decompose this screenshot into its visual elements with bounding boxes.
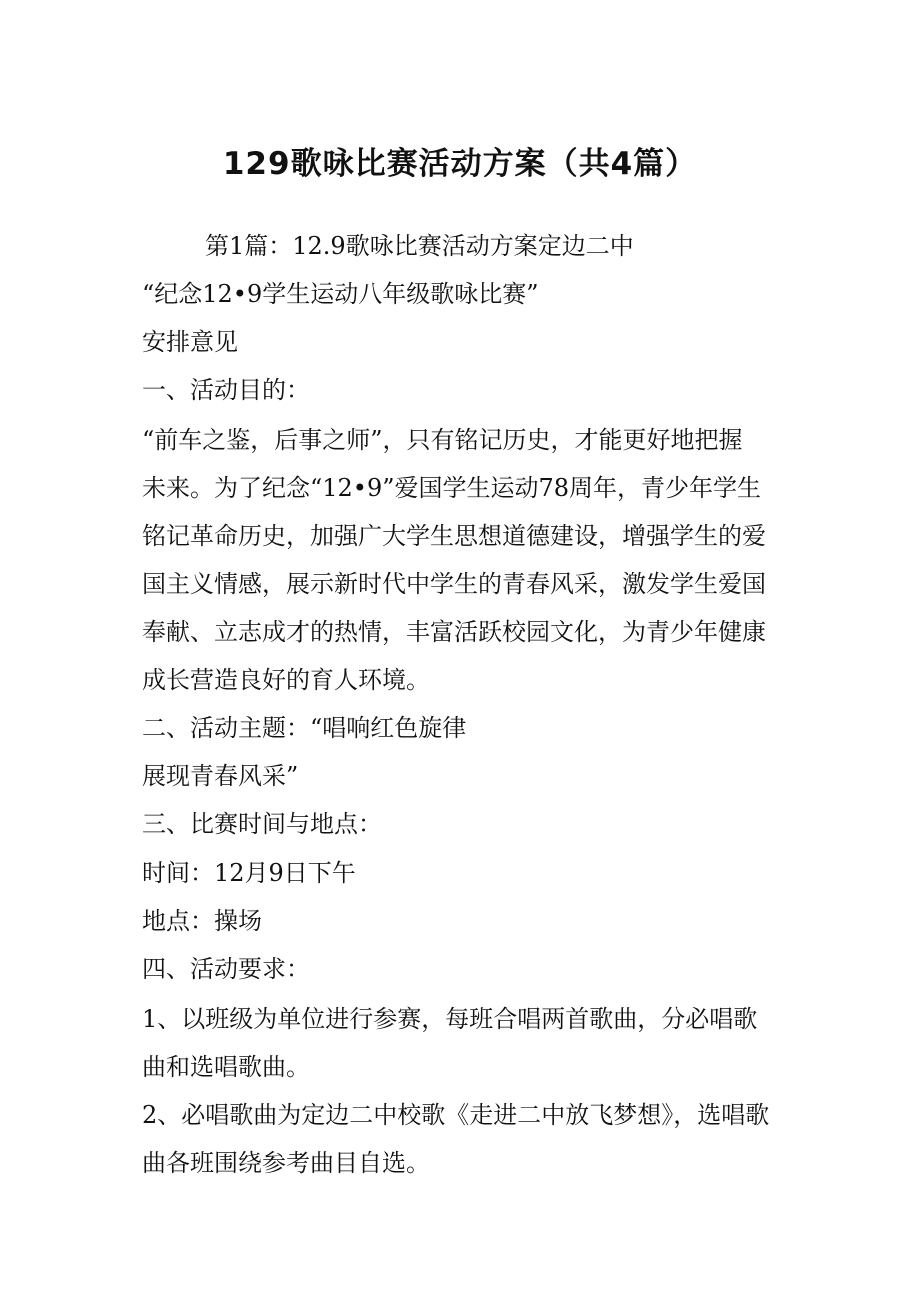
- paragraph-line: 1、以班级为单位进行参赛，每班合唱两首歌曲，分必唱歌: [142, 1005, 758, 1033]
- text-line: “纪念12•9学生运动八年级歌咏比赛”: [142, 280, 539, 308]
- section-heading-1: 第1篇：12.9歌咏比赛活动方案定边二中: [205, 232, 634, 260]
- section-heading: 四、活动要求：: [142, 955, 310, 983]
- document-title: 129歌咏比赛活动方案（共4篇）: [222, 146, 698, 182]
- section-heading: 二、活动主题：“唱响红色旋律: [142, 714, 467, 742]
- paragraph-line: 未来。为了纪念“12•9”爱国学生运动78周年，青少年学生: [142, 474, 762, 502]
- text-line: 时间：12月9日下午: [142, 859, 356, 887]
- paragraph-line: 曲各班围绕参考曲目自选。: [142, 1149, 430, 1177]
- paragraph-line: 成长营造良好的育人环境。: [142, 666, 430, 694]
- section-heading: 三、比赛时间与地点：: [142, 810, 382, 838]
- paragraph-line: 铭记革命历史，加强广大学生思想道德建设，增强学生的爱: [142, 522, 766, 550]
- paragraph-line: “前车之鉴，后事之师”，只有铭记历史，才能更好地把握: [142, 426, 743, 454]
- text-line: 展现青春风采”: [142, 762, 299, 790]
- text-line: 地点：操场: [142, 907, 262, 935]
- text-line: 安排意见: [142, 328, 238, 356]
- paragraph-line: 国主义情感，展示新时代中学生的青春风采，激发学生爱国: [142, 570, 766, 598]
- section-heading: 一、活动目的：: [142, 376, 310, 404]
- paragraph-line: 曲和选唱歌曲。: [142, 1053, 310, 1081]
- paragraph-line: 2、必唱歌曲为定边二中校歌《走进二中放飞梦想》，选唱歌: [142, 1101, 770, 1129]
- paragraph-line: 奉献、立志成才的热情，丰富活跃校园文化，为青少年健康: [142, 618, 766, 646]
